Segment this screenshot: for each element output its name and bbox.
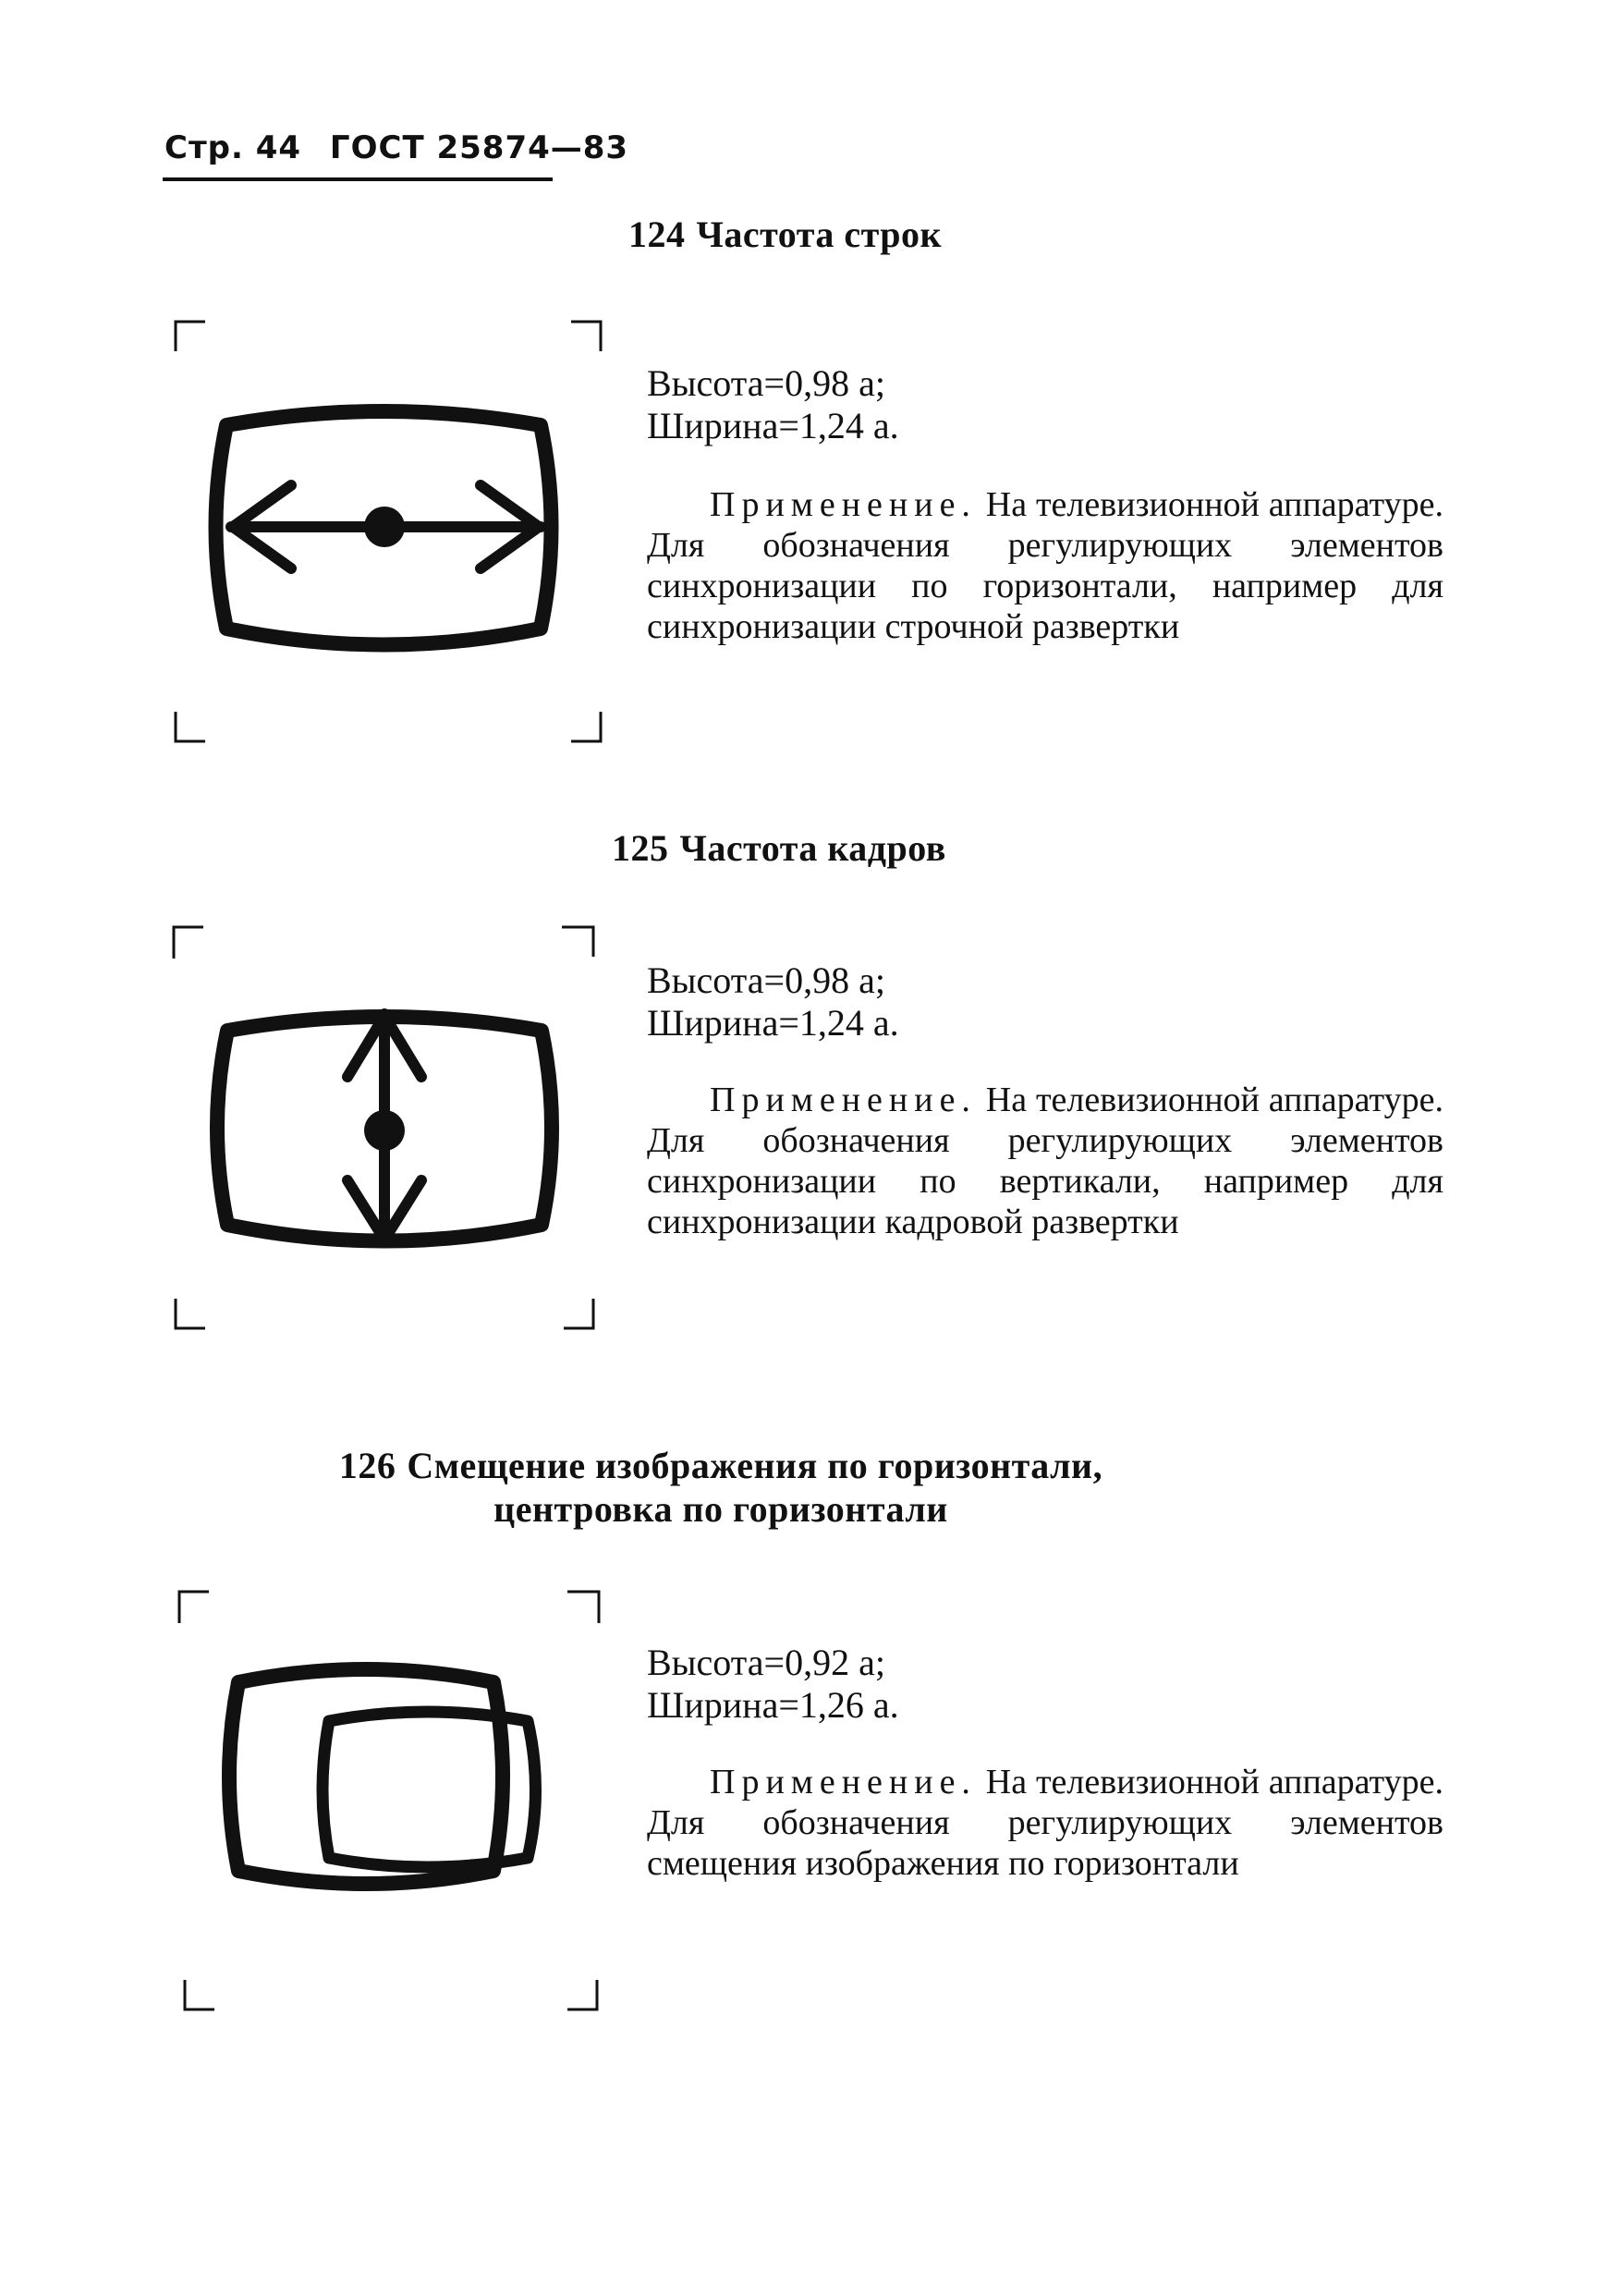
height-spec: Высота=0,98 а; [647,959,885,1001]
section-125-description [647,1080,1443,1242]
standard-id: ГОСТ 25874—83 [329,129,629,166]
width-spec: Ширина=1,26 а. [647,1684,899,1726]
section-126-title [305,1444,1137,1531]
horizontal-shift-icon [172,1582,606,2017]
usage-text: На телевизионной аппаратуре. Для обозначения регулирующих элементов синхронизации по вертикали, например для синхронизации кадровой развертки [647,1081,1443,1241]
section-title-line2: центровка по горизонтали [493,1488,948,1530]
page-number: Стр. 44 [164,129,302,166]
vertical-sync-icon [164,920,608,1345]
section-124-dimensions [647,362,899,447]
usage-label: Применение. [710,1081,977,1119]
section-number: 125 [612,827,669,869]
width-spec: Ширина=1,24 а. [647,1002,899,1044]
section-124-title [628,213,942,256]
height-spec: Высота=0,92 а; [647,1642,885,1683]
section-124-description [647,484,1443,647]
width-spec: Ширина=1,24 а. [647,405,899,446]
section-number: 126 [338,1445,396,1486]
section-126-description [647,1762,1443,1884]
section-125-title [612,826,946,870]
header-rule [163,177,553,181]
usage-text: На телевизионной аппаратуре. Для обозначения регулирующих элементов смещения изображения по горизонтали [647,1763,1443,1883]
section-title: Частота строк [696,214,943,255]
usage-label: Применение. [710,485,977,524]
section-126-dimensions [647,1642,899,1727]
horizontal-sync-icon [166,314,610,749]
section-title: Смещение изображения по горизонтали, [407,1445,1103,1486]
usage-label: Применение. [710,1763,977,1801]
section-125-dimensions [647,959,899,1044]
height-spec: Высота=0,98 а; [647,362,885,404]
section-number: 124 [628,214,686,255]
section-title: Частота кадров [679,827,946,869]
usage-text: На телевизионной аппаратуре. Для обозначения регулирующих элементов синхронизации по горизонтали, например для синхронизации строчной развертки [647,485,1443,646]
page-header [164,129,645,166]
